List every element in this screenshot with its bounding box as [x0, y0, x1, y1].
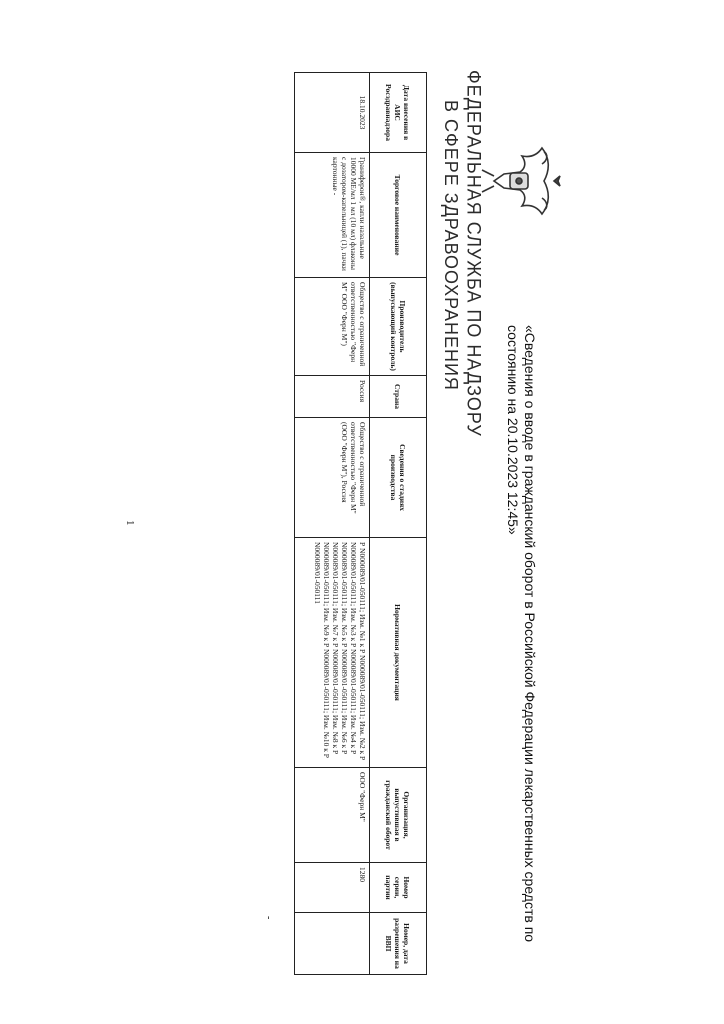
header-trade-name: Торговое наименование [370, 153, 427, 278]
header-regulatory-docs: Нормативная документация [370, 538, 427, 768]
header-releasing-organization: Организация, выпустившая в гражданский оборот [370, 768, 427, 863]
header-manufacturer: Производитель (выпускающий контроль) [370, 278, 427, 376]
header-country: Страна [370, 376, 427, 418]
agency-name [440, 70, 484, 630]
agency-name-line1: ФЕДЕРАЛЬНАЯ СЛУЖБА ПО НАДЗОРУ [463, 70, 486, 437]
cell-permit-number-date [295, 913, 370, 975]
drug-circulation-table [294, 72, 427, 975]
cell-releasing-organization: ООО "Ферн М" [295, 768, 370, 863]
cell-trade-name: Граниферон®, капли назальные 10000 МЕ/мл 1 мл (10 мл) флаконы с дозатором-капельницей (1), пачки картонные - [295, 153, 370, 278]
double-headed-eagle-emblem-icon [476, 140, 564, 222]
cell-batch-number: 1280 [295, 863, 370, 913]
cell-date-added: 18.10.2023 [295, 73, 370, 153]
cell-country: Россия [295, 376, 370, 418]
cell-production-stages: Общество с ограниченной ответственностью "Ферн М" (ООО "Ферн М"), Россия [295, 418, 370, 538]
stray-mark: - [263, 916, 274, 920]
page-number: 1 [124, 520, 136, 526]
document-title: «Сведения о вводе в гражданский оборот в Российской Федерации лекарственных средств по состоянию на 20.10.2023 12:45» [505, 325, 538, 943]
header-batch-number: Номер серии, партии [370, 863, 427, 913]
cell-manufacturer: Общество с ограниченной ответственностью "Ферн М" ООО "Ферн М") [295, 278, 370, 376]
agency-name-line2: В СФЕРЕ ЗДРАВООХРАНЕНИЯ [441, 100, 461, 391]
cell-regulatory-docs: Р N000089/01-050111; Изм. №1 к Р N000089/01-050111; Изм. №2 к Р N000089/01-050111; Изм. №3 к Р N000089/01-050111; Изм. №4 к Р N000089/01-050111; Изм. №5 к Р N000089/01-050111; Изм. №6 к Р N000089/01-050111; Изм. №7 к Р N000089/01-050111; Изм. №8 к Р N000089/01-050111; Изм. №9 к Р N000089/01-050111; Изм. №10 к Р N000089/01-050111 [295, 538, 370, 768]
header-production-stages: Сведения о стадиях производства [370, 418, 427, 538]
header-date-added: Дата внесения в АИС Росздравнадзора [370, 73, 427, 153]
header-permit-number-date: Номер, дата разрешения на ВВП [370, 913, 427, 975]
table-header-row [370, 73, 427, 975]
table-row [295, 73, 370, 975]
